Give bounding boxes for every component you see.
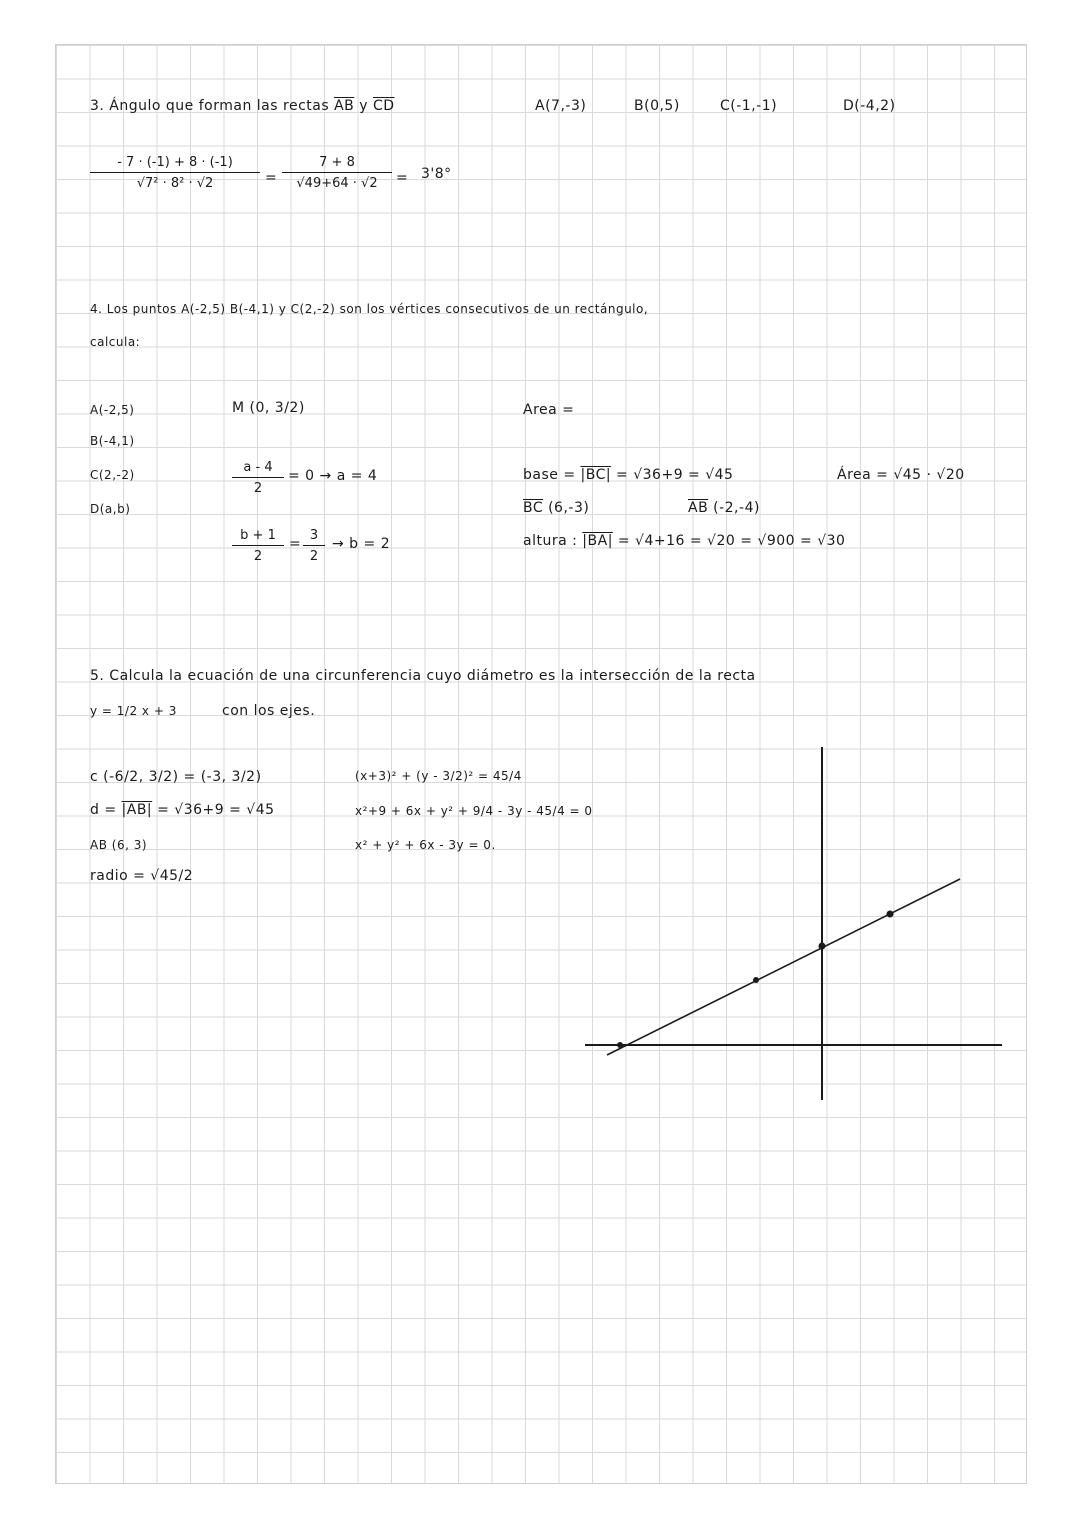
ex4-fraction-b-numerator: b + 1 (232, 528, 284, 546)
ex3-fraction-1-numerator: - 7 · (-1) + 8 · (-1) (90, 155, 260, 173)
ex5-sketch-graph (575, 735, 1015, 1115)
point-y-intercept (819, 943, 826, 950)
ex4-vector-bc (523, 500, 589, 516)
ex4-solve-b: → b = 2 (332, 536, 391, 552)
ex3-and: y (359, 98, 369, 114)
ex3-result: 3'8° (421, 166, 452, 182)
ex3-fraction-1 (90, 155, 260, 191)
ex4-vector-ab (688, 500, 760, 516)
ex4-fraction-a-numerator: a - 4 (232, 460, 284, 478)
ex4-midpoint: M (0, 3/2) (232, 400, 305, 416)
ex4-two: 2 (309, 549, 319, 564)
ex3-point-c: C(-1,-1) (720, 98, 778, 114)
ex3-fraction-2-denominator: √49+64 · √2 (296, 176, 378, 191)
ex4-fraction-a-denominator: 2 (253, 481, 263, 496)
ex4-base (523, 467, 733, 483)
ex5-con-ejes: con los ejes. (222, 703, 316, 719)
ex4-fraction-b-denominator: 2 (253, 549, 263, 564)
ex4-three: 3 (303, 528, 325, 546)
point-2 (887, 911, 894, 918)
ex4-point-d: D(a,b) (90, 502, 131, 516)
ex4-altura-abs: |BA| (582, 533, 613, 549)
ex5-radius: radio = √45/2 (90, 868, 194, 884)
ex5-line-equation: y = 1/2 x + 3 (90, 704, 177, 718)
ex4-base-value: = √36+9 = √45 (616, 467, 734, 483)
ex4-altura (523, 533, 845, 549)
ex3-fraction-2-numerator: 7 + 8 (282, 155, 392, 173)
ex5-diameter-label: d = (90, 802, 117, 818)
ex5-diameter (90, 802, 275, 818)
point-x-intercept (617, 1042, 623, 1048)
ex5-center: c (-6/2, 3/2) = (-3, 3/2) (90, 769, 262, 785)
ex4-vector-bc-value: (6,-3) (548, 500, 590, 516)
ex3-fraction-2 (282, 155, 392, 191)
ex3-equals-2: = (396, 170, 409, 186)
ex4-vector-ab-name: $\overline{AB}$ (688, 500, 709, 516)
ex3-header (90, 98, 395, 114)
ex3-fraction-1-denominator: √7² · 8² · √2 (136, 176, 214, 191)
ex5-equation-a: (x+3)² + (y - 3/2)² = 45/4 (355, 769, 522, 783)
point-1 (753, 977, 759, 983)
ex4-area-label: Area = (523, 402, 575, 418)
ex5-equation-b: x²+9 + 6x + y² + 9/4 - 3y - 45/4 = 0 (355, 804, 593, 818)
ex4-fraction-three-halves (303, 528, 325, 564)
ex5-statement: 5. Calcula la ecuación de una circunferencia cuyo diámetro es la intersección de la recta (90, 668, 756, 684)
ex3-title: 3. Ángulo que forman las rectas (90, 98, 330, 114)
ex3-point-a: A(7,-3) (535, 98, 587, 114)
ex3-point-b: B(0,5) (634, 98, 680, 114)
ex4-statement: 4. Los puntos A(-2,5) B(-4,1) y C(2,-2) son los vértices consecutivos de un rectángulo, (90, 302, 649, 316)
ex4-solve-a: = 0 → a = 4 (288, 468, 378, 484)
line-y-half-x-plus-3 (607, 879, 960, 1055)
ex4-altura-label: altura : (523, 533, 578, 549)
ex4-area-final: Área = √45 · √20 (837, 467, 965, 483)
ex4-fraction-b-equals: = (289, 536, 302, 552)
ex4-fraction-b (232, 528, 284, 564)
ex5-vector-ab: AB (6, 3) (90, 838, 148, 852)
ex4-fraction-a (232, 460, 284, 496)
ex4-base-label: base = (523, 467, 576, 483)
ex5-diameter-abs: |AB| (121, 802, 153, 818)
ex4-point-b: B(-4,1) (90, 434, 135, 448)
ex4-point-a: A(-2,5) (90, 403, 135, 417)
ex5-diameter-value: = √36+9 = √45 (157, 802, 275, 818)
ex4-point-c: C(2,-2) (90, 468, 135, 482)
ex5-equation-c: x² + y² + 6x - 3y = 0. (355, 838, 496, 852)
ex3-segment-ab: $\overline{AB}$ (334, 98, 355, 114)
ex4-calcula: calcula: (90, 335, 141, 349)
ex3-equals-1: = (265, 170, 278, 186)
ex3-point-d: D(-4,2) (843, 98, 896, 114)
ex4-vector-bc-name: $\overline{BC}$ (523, 500, 544, 516)
ex4-base-abs: |BC| (580, 467, 612, 483)
ex3-segment-cd: $\overline{CD}$ (372, 98, 395, 114)
ex4-altura-value: = √4+16 = √20 = √900 = √30 (617, 533, 846, 549)
ex4-vector-ab-value: (-2,-4) (713, 500, 760, 516)
